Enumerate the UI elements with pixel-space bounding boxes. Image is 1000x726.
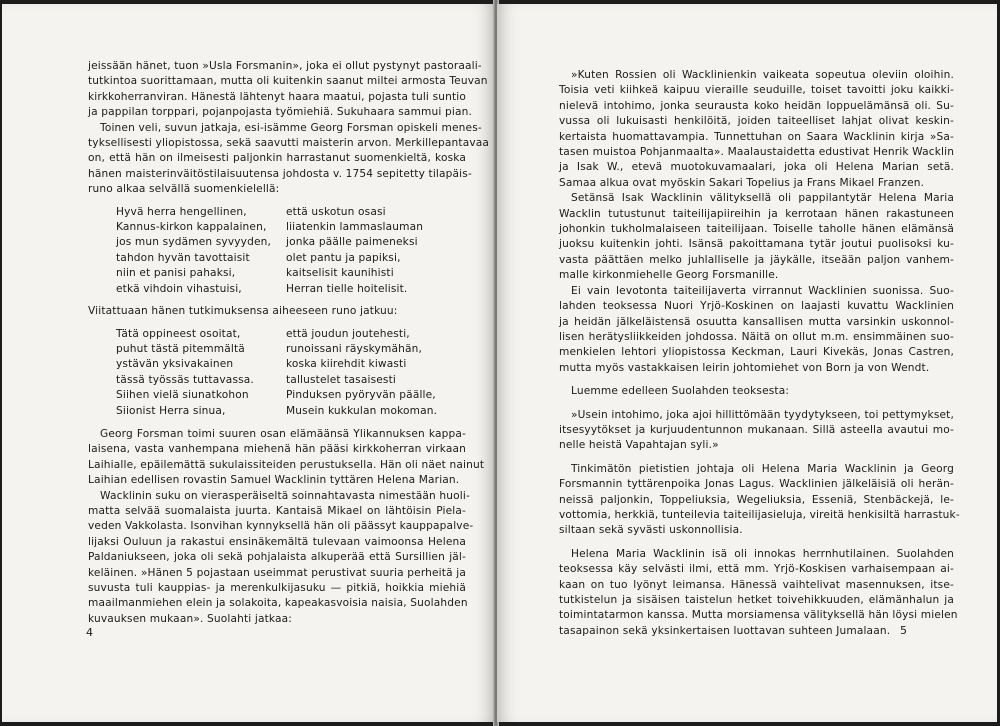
text-line: Helena Maria Wacklinin isä oli innokas herrnhutilainen. Suolahden bbox=[571, 547, 954, 560]
text-line: kertaista huomattavampia. Tunnettuhan on Saara Wacklinin kirja »Sa- bbox=[559, 130, 954, 143]
poem-column-right bbox=[286, 205, 456, 297]
poem-line: Musein kukkulan mokoman. bbox=[286, 404, 438, 417]
poem-line: kaitselisit kaunihisti bbox=[286, 267, 394, 280]
text-line: toimintatarmon kanssa. Mutta morsiamensa välityksellä hän löysi mielen bbox=[559, 609, 958, 622]
text-line: Paldaniukseen, joka oli sekä pohjalaista alkuperää että Sursillien jäl- bbox=[88, 551, 466, 564]
poem-column-right bbox=[286, 327, 456, 419]
poem-line: jonka päälle paimeneksi bbox=[286, 236, 418, 249]
page-number-right: 5 bbox=[900, 624, 907, 637]
text-line: tutkistelun ja sisäisen taistelun hetket toivehikkuuden, elämänhalun ja bbox=[559, 594, 954, 606]
poem-line: etkä vihdoin vihastuisi, bbox=[116, 282, 242, 295]
text-line: Samaa alkua ovat myöskin Sakari Topelius ja Frans Mikael Franzen. bbox=[559, 176, 925, 189]
left-para-2 bbox=[88, 121, 490, 198]
text-line: veden Vakkolasta. Isonvihan kynnyksellä hän oli päässyt kauppapalve- bbox=[88, 520, 474, 533]
text-line: vussa oli lukuisasti henkilöitä, joiden taiteelliset lahjat olivat keskin- bbox=[559, 115, 954, 128]
text-line: itsesyytökset ja kurjuudentunnon mukanaan. Sillä asteella avautui mo- bbox=[559, 423, 954, 436]
text-line: neissä paljonkin, Toppeliuksia, Wegeliuksia, Esseniä, Stenbäckejä, le- bbox=[559, 493, 954, 506]
text-line: nelle heistä Vapahtajan syli.» bbox=[559, 439, 719, 452]
text-line: Toinen veli, suvun jatkaja, esi-isämme Georg Forsman opiskeli menes- bbox=[100, 121, 482, 134]
page-number-left: 4 bbox=[86, 626, 93, 639]
poem-line: että joudun joutehesti, bbox=[286, 327, 410, 340]
right-para-6 bbox=[559, 462, 960, 539]
poem-line: niin et panisi pahaksi, bbox=[116, 267, 236, 280]
right-para-7 bbox=[559, 547, 958, 639]
poem-line: jos mun sydämen syvyyden, bbox=[116, 236, 272, 249]
text-line: tasen muistoa Pohjanmaalta». Maalaustaidetta edustivat Henrik Wacklin bbox=[559, 146, 955, 159]
text-line: keläinen. »Hänen 5 pojastaan useimmat perustivat suuria perheitä ja bbox=[88, 566, 466, 579]
poem-line: että uskotun osasi bbox=[286, 205, 386, 218]
poem-column-left bbox=[116, 205, 286, 297]
text-line: vottomia, herkkiä, tunteilevia taiteilijasieluja, vireitä henkisiltä harrastuk- bbox=[559, 508, 960, 521]
text-line: Toisia veti kiihkeä kaipuu vieraille seuduille, toiset tavoitti joku kaikki- bbox=[559, 84, 954, 97]
text-line: Ei vain levotonta taiteilijaverta virrannut Wacklinien suonissa. Suo- bbox=[571, 284, 954, 297]
poem-line: Pinduksen pyöryvän päälle, bbox=[286, 389, 436, 402]
poem-line: tahdon hyvän tavottaisit bbox=[116, 251, 250, 264]
poem-line: Herran tielle hoitelisit. bbox=[286, 282, 408, 295]
text-line: Wacklinin suku on vierasperäiseltä soinnahtavasta nimestään huoli- bbox=[100, 489, 470, 502]
text-line: juoksu kuitenkin johti. Isänsä pakoittamana tytär joutui puolisoksi ku- bbox=[559, 238, 954, 251]
text-line: Tinkimätön pietistien johtaja oli Helena Maria Wacklinin ja Georg bbox=[571, 462, 954, 475]
left-page bbox=[2, 4, 495, 722]
right-para-1 bbox=[559, 68, 954, 191]
text-line: maailmanmiehen elein ja solakoita, kapeakasvoisia naisia, Suolahden bbox=[88, 597, 468, 610]
poem-line: Tätä oppineest osoitat, bbox=[116, 327, 241, 340]
text-line: jeissään hänet, tuon »Usla Forsmanin», joka ei ollut pystynyt pastoraali- bbox=[88, 60, 482, 72]
poem-line: ystävän yksivakainen bbox=[116, 358, 234, 371]
text-line: Luemme edelleen Suolahden teoksesta: bbox=[571, 385, 790, 398]
left-para-1 bbox=[88, 59, 488, 121]
text-line: teoksessa käy selvästi ilmi, että mm. Yrjö-Koskisen varhaisempaan ai- bbox=[559, 563, 954, 576]
text-line: mutta myös vastakkaisen leirin johtomiehet von Born ja von Wendt. bbox=[559, 361, 930, 374]
poem-line: puhut tästä pitemmältä bbox=[116, 342, 245, 355]
text-line: »Usein intohimo, joka ajoi hillittömään tyydytykseen, toi pettymykset, bbox=[571, 408, 954, 421]
text-line: Viitattuaan hänen tutkimuksensa aiheeseen runo jatkuu: bbox=[88, 305, 398, 318]
text-line: menkielen lehtori yliopistossa Keckman, Lauri Kivekäs, Jonas Castren, bbox=[559, 346, 954, 359]
text-line: lijaksi Ouluun ja rakastui ensinäkemältä tulevaan vaimoonsa Helena bbox=[88, 535, 466, 548]
right-para-3 bbox=[559, 284, 954, 376]
poem-line: Kannus-kirkon kappalainen, bbox=[116, 221, 267, 234]
text-line: johonkin tukholmalaiseen taiteilijaan. Toiselle taholle hänen elämänsä bbox=[559, 223, 954, 236]
text-line: tasapainon sekä yksinkertaisen luottavan suhteen Jumalaan. bbox=[559, 624, 891, 637]
text-line: hänen maisterinväitöstilaisuutensa johdosta v. 1754 sepitetty tilapäis- bbox=[88, 167, 472, 180]
right-para-5-quote bbox=[559, 408, 954, 454]
right-page bbox=[497, 4, 997, 722]
text-line: Laihian edellisen rovastin Samuel Wacklinin tyttären Helena Marian. bbox=[88, 474, 460, 487]
text-line: laisena, vasta vanhempana miehenä hän pääsi kirkkoherran virkaan bbox=[88, 443, 466, 456]
text-line: vasta päättäen melko juhlalliselle ja jäykälle, itseään paljon vanhem- bbox=[559, 253, 954, 266]
left-page-text bbox=[88, 59, 490, 627]
poem-line: runoissani räyskymähän, bbox=[286, 342, 422, 355]
text-line: lisen herätysliikkeiden johdossa. Näitä on ollut m.m. ensimmäinen suo- bbox=[559, 330, 954, 343]
poem-line: liiatenkin lammaslauman bbox=[286, 221, 424, 234]
text-line: malle kirkonmiehelle Georg Forsmanille. bbox=[559, 269, 779, 282]
poem-interlude bbox=[88, 304, 466, 319]
poem-column-left bbox=[116, 327, 286, 419]
poem-line: tallustelet tasaisesti bbox=[286, 373, 396, 386]
poem-line: Siionist Herra sinua, bbox=[116, 404, 226, 417]
text-line: ja heidän jälkeläistensä osuutta kansallisen mutta varsinkin uskonnol- bbox=[559, 315, 954, 328]
right-para-2 bbox=[559, 191, 954, 283]
text-line: suvusta tuli kauppias- ja merenkulkijasuku — pitkiä, hoikkia miehiä bbox=[88, 582, 466, 594]
poem-stanza-2 bbox=[116, 327, 466, 419]
text-line: matta selvää suomalaista juurta. Kantaisä Mikael on lähtöisin Pielа- bbox=[88, 504, 466, 517]
text-line: Laihialle, epäilemättä sukulaissiteiden perustuksella. Hän oli näet nainut bbox=[88, 458, 485, 471]
text-line: tyksellisesti yliopistossa, sekä saavutti maisterin arvon. Merkillepantavaa bbox=[88, 137, 490, 150]
poem-line: tässä työssäs tuttavassa. bbox=[116, 373, 254, 386]
poem-stanza-1 bbox=[116, 205, 466, 297]
text-line: Forsmannin tyttärenpoika Jonas Lagus. Wacklinien jälkeläisiä oli herän- bbox=[559, 478, 954, 491]
text-line: lahden teoksessa Nuori Yrjö-Koskinen on laajasti kuvattu Wacklinien bbox=[559, 300, 954, 313]
text-line: on, että hän on ilmeisesti paljonkin harrastanut suomenkieltä, koska bbox=[88, 152, 466, 165]
poem-line: Hyvä herra hengellinen, bbox=[116, 205, 247, 218]
text-line: nielevä intohimo, jonka seurausta koko heidän loppuelämänsä oli. Su- bbox=[559, 99, 954, 112]
text-line: kirkkoherranviran. Hänestä lähtenyt haara maatui, pojasta tuli suntio bbox=[88, 90, 466, 103]
text-line: ja pappilan torppari, pojanpojasta työmiehiä. Sukuhaara sammui pian. bbox=[88, 106, 472, 119]
left-para-4 bbox=[88, 489, 474, 628]
text-line: ja Isak W., etevä muotokuvamaalari, joka oli Helena Marian setä. bbox=[559, 161, 954, 174]
poem-line: olet pantu ja papiksi, bbox=[286, 251, 401, 264]
left-para-3 bbox=[88, 427, 485, 489]
right-para-4 bbox=[559, 384, 954, 399]
text-line: Wacklin tutustunut taiteilijapiireihin ja kerrotaan hänen rakastuneen bbox=[559, 207, 954, 220]
right-page-text bbox=[559, 68, 960, 639]
poem-line: koska kiirehdit kiwasti bbox=[286, 358, 407, 371]
text-line: tutkintoa suorittamaan, mutta oli kuitenkin saanut miltei armosta Teuvan bbox=[88, 75, 488, 88]
text-line: Georg Forsman toimi suuren osan elämäänsä Ylikannuksen kappa- bbox=[100, 427, 466, 440]
poem-line: Siihen vielä siunatkohon bbox=[116, 389, 249, 402]
text-line: »Kuten Rossien oli Wacklinienkin vaikeata sopeutua oleviin oloihin. bbox=[571, 69, 954, 81]
text-line: siltaan sekä syvästi uskonnollisia. bbox=[559, 524, 743, 537]
text-line: kuvauksen mukaan». Suolahti jatkaa: bbox=[88, 612, 293, 625]
text-line: kaan on tuo lyönyt leimansa. Hänessä vaihtelivat masennuksen, itse- bbox=[559, 578, 954, 591]
text-line: runo alkaa selvällä suomenkielellä: bbox=[88, 183, 280, 196]
text-line: Setänsä Isak Wacklinin välityksellä oli pappilantytär Helena Maria bbox=[571, 192, 954, 205]
